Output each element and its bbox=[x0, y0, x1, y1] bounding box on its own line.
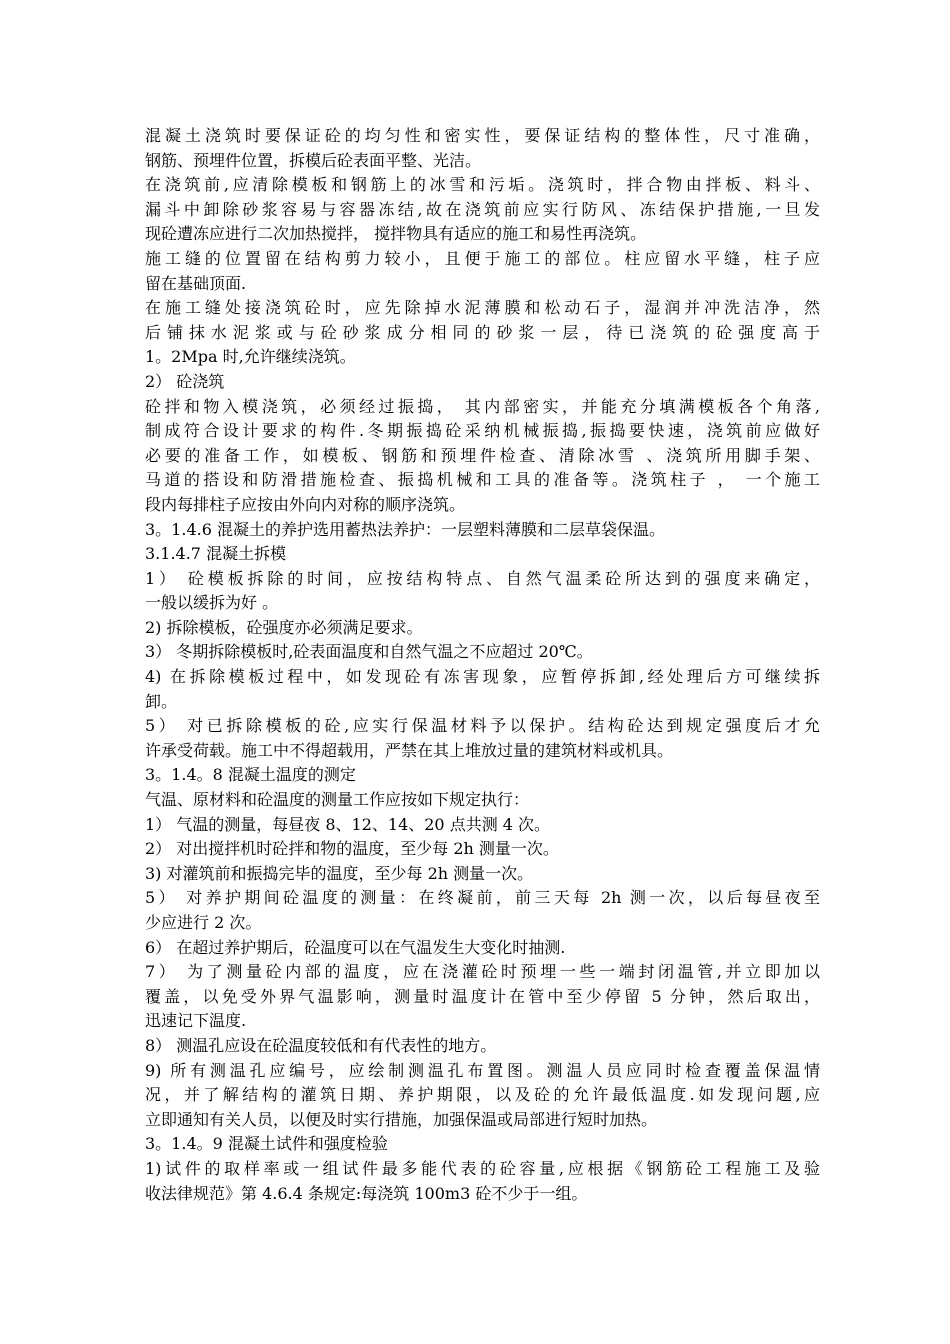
list-item-line: 1） 气温的测量，每昼夜 8、12、14、20 点共测 4 次。 bbox=[145, 814, 551, 834]
text-line: 必要的准备工作，如模板、钢筋和预埋件检查、清除冰雪 、浇筑所用脚手架、 bbox=[145, 445, 820, 465]
text-line: 留在基础顶面. bbox=[145, 273, 247, 293]
text-line: 在施工缝处接浇筑砼时，应先除掉水泥薄膜和松动石子，湿润并冲洗洁净，然 bbox=[145, 298, 820, 318]
list-item-line: 1)试件的取样率或一组试件最多能代表的砼容量,应根据《钢筋砼工程施工及验 bbox=[145, 1158, 820, 1178]
list-item-line: 6） 在超过养护期后，砼温度可以在气温发生大变化时抽测. bbox=[145, 937, 566, 957]
text-line: 制成符合设计要求的构件.冬期振捣砼采纳机械振捣,振捣要快速，浇筑前应做好 bbox=[145, 421, 820, 441]
list-item-line: 5） 对已拆除模板的砼,应实行保温材料予以保护。结构砼达到规定强度后才允 bbox=[145, 716, 820, 736]
section-heading: 2） 砼浇筑 bbox=[145, 371, 225, 391]
list-item-line: 5） 对养护期间砼温度的测量：在终凝前，前三天每 2h 测一次，以后每昼夜至 bbox=[145, 888, 820, 908]
list-item-line: 8） 测温孔应设在砼温度较低和有代表性的地方。 bbox=[145, 1035, 497, 1055]
list-item-line: 4) 在拆除模板过程中，如发现砼有冻害现象，应暂停拆卸,经处理后方可继续拆 bbox=[145, 667, 820, 687]
list-item-line: 3） 冬期拆除模板时,砼表面温度和自然气温之不应超过 20℃。 bbox=[145, 642, 593, 662]
section-heading: 3。1.4.6 混凝土的养护选用蓄热法养护：一层塑料薄膜和二层草袋保温。 bbox=[145, 519, 665, 539]
list-item-line: 许承受荷载。施工中不得超载用，严禁在其上堆放过量的建筑材料或机具。 bbox=[145, 740, 674, 760]
text-line: 钢筋、预埋件位置，拆模后砼表面平整、光洁。 bbox=[145, 150, 482, 170]
document-body bbox=[145, 124, 820, 1206]
list-item-line: 9) 所有测温孔应编号，应绘制测温孔布置图。测温人员应同时检查覆盖保温情 bbox=[145, 1060, 820, 1080]
text-line: 气温、原材料和砼温度的测量工作应按如下规定执行： bbox=[145, 790, 530, 810]
list-item-line: 立即通知有关人员，以便及时实行措施，加强保温或局部进行短时加热。 bbox=[145, 1109, 658, 1129]
list-item-line: 3) 对灌筑前和振捣完毕的温度，至少每 2h 测量一次。 bbox=[145, 863, 534, 883]
text-line: 后铺抹水泥浆或与砼砂浆成分相同的砂浆一层，待已浇筑的砼强度高于 bbox=[145, 322, 820, 342]
list-item-line: 7） 为了测量砼内部的温度，应在浇灌砼时预埋一些一端封闭温管,并立即加以 bbox=[145, 962, 820, 982]
list-item-line: 一般以缓拆为好 。 bbox=[145, 593, 279, 613]
text-line: 现砼遭冻应进行二次加热搅拌， 搅拌物具有适应的施工和易性再浇筑。 bbox=[145, 224, 647, 244]
list-item-line: 况，并了解结构的灌筑日期、养护期限，以及砼的允许最低温度.如发现问题,应 bbox=[145, 1085, 820, 1105]
section-heading: 3。1.4。9 混凝土试件和强度检验 bbox=[145, 1134, 388, 1154]
list-item-line: 覆盖，以免受外界气温影响，测量时温度计在管中至少停留 5 分钟，然后取出， bbox=[145, 986, 820, 1006]
section-heading: 3.1.4.7 混凝土拆模 bbox=[145, 544, 287, 564]
list-item-line: 2) 拆除模板，砼强度亦必须满足要求。 bbox=[145, 617, 423, 637]
text-line: 1。2Mpa 时,允许继续浇筑。 bbox=[145, 347, 356, 367]
text-line: 马道的搭设和防滑措施检查、振捣机械和工具的准备等。浇筑柱子 ， 一个施工 bbox=[145, 470, 820, 490]
list-item-line: 2） 对出搅拌机时砼拌和物的温度，至少每 2h 测量一次。 bbox=[145, 839, 559, 859]
section-heading: 3。1.4。8 混凝土温度的测定 bbox=[145, 765, 356, 785]
text-line: 混凝土浇筑时要保证砼的均匀性和密实性，要保证结构的整体性，尺寸准确， bbox=[145, 126, 820, 145]
list-item-line: 少应进行 2 次。 bbox=[145, 913, 262, 932]
text-line: 施工缝的位置留在结构剪力较小，且便于施工的部位。柱应留水平缝，柱子应 bbox=[145, 248, 820, 268]
list-item-line: 收法律规范》第 4.6.4 条规定:每浇筑 100m3 砼不少于一组。 bbox=[145, 1183, 588, 1203]
list-item-line: 1） 砼模板拆除的时间，应按结构特点、自然气温柔砼所达到的强度来确定， bbox=[145, 568, 820, 588]
list-item-line: 卸。 bbox=[145, 691, 178, 711]
text-line: 段内每排柱子应按由外向内对称的顺序浇筑。 bbox=[145, 494, 466, 514]
list-item-line: 迅速记下温度. bbox=[145, 1011, 247, 1031]
text-line: 在浇筑前,应清除模板和钢筋上的冰雪和污垢。浇筑时，拌合物由拌板、料斗、 bbox=[145, 175, 820, 195]
text-line: 漏斗中卸除砂浆容易与容器冻结,故在浇筑前应实行防风、冻结保护措施,一旦发 bbox=[145, 199, 820, 219]
text-line: 砼拌和物入模浇筑，必须经过振捣， 其内部密实，并能充分填满模板各个角落, bbox=[145, 396, 820, 416]
